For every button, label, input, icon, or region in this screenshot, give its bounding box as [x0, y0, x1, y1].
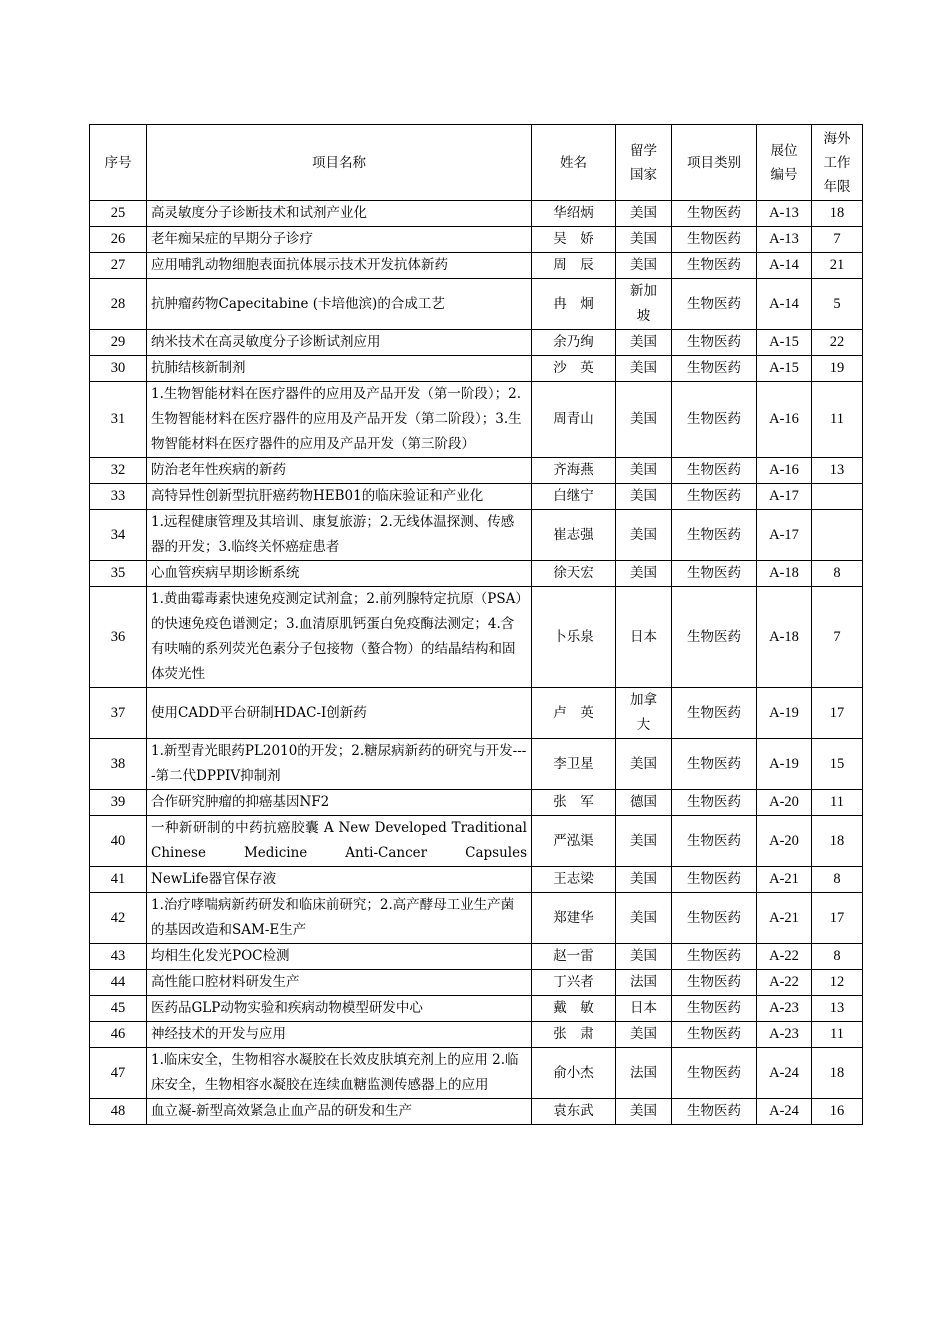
cell-booth: A-23 [757, 996, 812, 1022]
cell-project: 纳米技术在高灵敏度分子诊断试剂应用 [147, 330, 532, 356]
cell-project: 合作研究肿瘤的抑癌基因NF2 [147, 790, 532, 816]
cell-name: 戴 敏 [532, 996, 616, 1022]
cell-name: 吴 娇 [532, 227, 616, 253]
cell-no: 26 [90, 227, 147, 253]
cell-no: 42 [90, 893, 147, 944]
cell-category: 生物医药 [672, 201, 757, 227]
cell-name: 沙 英 [532, 356, 616, 382]
cell-category: 生物医药 [672, 1048, 757, 1099]
cell-project: 高灵敏度分子诊断技术和试剂产业化 [147, 201, 532, 227]
cell-no: 45 [90, 996, 147, 1022]
cell-no: 48 [90, 1099, 147, 1125]
table-row [90, 201, 863, 227]
cell-project: 老年痴呆症的早期分子诊疗 [147, 227, 532, 253]
header-years: 海外工作年限 [812, 125, 863, 201]
cell-country: 法国 [616, 1048, 672, 1099]
cell-booth: A-22 [757, 970, 812, 996]
cell-name: 卢 英 [532, 688, 616, 739]
table-row [90, 561, 863, 587]
cell-project: 1.远程健康管理及其培训、康复旅游；2.无线体温探测、传感器的开发；3.临终关怀癌症患者 [147, 510, 532, 561]
cell-years: 21 [812, 253, 863, 279]
cell-country: 美国 [616, 201, 672, 227]
cell-country: 美国 [616, 561, 672, 587]
cell-booth: A-24 [757, 1099, 812, 1125]
cell-project: NewLife器官保存液 [147, 867, 532, 893]
cell-booth: A-18 [757, 561, 812, 587]
table-row [90, 867, 863, 893]
cell-country: 美国 [616, 330, 672, 356]
cell-project: 应用哺乳动物细胞表面抗体展示技术开发抗体新药 [147, 253, 532, 279]
table-row [90, 739, 863, 790]
cell-country: 美国 [616, 356, 672, 382]
cell-category: 生物医药 [672, 253, 757, 279]
cell-name: 郑建华 [532, 893, 616, 944]
header-booth: 展位编号 [757, 125, 812, 201]
cell-years: 16 [812, 1099, 863, 1125]
cell-years: 17 [812, 688, 863, 739]
table-row [90, 227, 863, 253]
cell-country: 德国 [616, 790, 672, 816]
cell-country: 美国 [616, 816, 672, 867]
cell-country: 日本 [616, 996, 672, 1022]
cell-years: 19 [812, 356, 863, 382]
table-row [90, 1099, 863, 1125]
cell-no: 33 [90, 484, 147, 510]
table-row [90, 458, 863, 484]
cell-booth: A-15 [757, 356, 812, 382]
table-row [90, 382, 863, 458]
cell-project: 使用CADD平台研制HDAC-I创新药 [147, 688, 532, 739]
cell-category: 生物医药 [672, 790, 757, 816]
cell-booth: A-14 [757, 253, 812, 279]
cell-category: 生物医药 [672, 1099, 757, 1125]
cell-name: 王志梁 [532, 867, 616, 893]
cell-booth: A-19 [757, 739, 812, 790]
cell-booth: A-17 [757, 484, 812, 510]
cell-project: 心血管疾病早期诊断系统 [147, 561, 532, 587]
cell-name: 周 辰 [532, 253, 616, 279]
cell-years [812, 510, 863, 561]
cell-name: 周青山 [532, 382, 616, 458]
cell-category: 生物医药 [672, 382, 757, 458]
cell-years: 8 [812, 944, 863, 970]
cell-years: 17 [812, 893, 863, 944]
cell-country: 美国 [616, 253, 672, 279]
cell-no: 46 [90, 1022, 147, 1048]
cell-country: 法国 [616, 970, 672, 996]
cell-category: 生物医药 [672, 944, 757, 970]
cell-country: 新加坡 [616, 279, 672, 330]
project-table [89, 124, 863, 1125]
cell-country: 加拿大 [616, 688, 672, 739]
cell-name: 张 军 [532, 790, 616, 816]
cell-name: 余乃绚 [532, 330, 616, 356]
cell-years: 5 [812, 279, 863, 330]
cell-name: 丁兴者 [532, 970, 616, 996]
cell-booth: A-17 [757, 510, 812, 561]
table-row [90, 893, 863, 944]
cell-no: 31 [90, 382, 147, 458]
cell-country: 美国 [616, 1099, 672, 1125]
cell-name: 李卫星 [532, 739, 616, 790]
cell-years: 22 [812, 330, 863, 356]
table-row [90, 330, 863, 356]
cell-country: 美国 [616, 1022, 672, 1048]
cell-category: 生物医药 [672, 356, 757, 382]
cell-years: 8 [812, 867, 863, 893]
cell-category: 生物医药 [672, 561, 757, 587]
cell-country: 美国 [616, 382, 672, 458]
cell-project: 1.新型青光眼药PL2010的开发；2.糖尿病新药的研究与开发----第二代DPPIV抑制剂 [147, 739, 532, 790]
cell-name: 齐海燕 [532, 458, 616, 484]
cell-project: 1.黄曲霉毒素快速免疫测定试剂盒；2.前列腺特定抗原（PSA）的快速免疫色谱测定；3.血清原肌钙蛋白免疫酶法测定；4.含有呋喃的系列荧光色素分子包接物（螯合物）的结晶结构和固体荧光性 [147, 587, 532, 688]
cell-category: 生物医药 [672, 484, 757, 510]
cell-category: 生物医药 [672, 688, 757, 739]
cell-years: 8 [812, 561, 863, 587]
table-row [90, 587, 863, 688]
header-row [90, 125, 863, 201]
cell-no: 39 [90, 790, 147, 816]
header-category: 项目类别 [672, 125, 757, 201]
cell-booth: A-18 [757, 587, 812, 688]
cell-name: 徐天宏 [532, 561, 616, 587]
cell-booth: A-20 [757, 790, 812, 816]
cell-name: 白继宁 [532, 484, 616, 510]
cell-years: 18 [812, 201, 863, 227]
cell-no: 27 [90, 253, 147, 279]
cell-name: 赵一雷 [532, 944, 616, 970]
cell-years [812, 484, 863, 510]
cell-no: 25 [90, 201, 147, 227]
cell-booth: A-19 [757, 688, 812, 739]
cell-name: 严泓渠 [532, 816, 616, 867]
cell-project: 一种新研制的中药抗癌胶囊 A New Developed Traditional Chinese Medicine Anti-Cancer Capsules [147, 816, 532, 867]
cell-booth: A-20 [757, 816, 812, 867]
header-no: 序号 [90, 125, 147, 201]
header-country: 留学国家 [616, 125, 672, 201]
cell-name: 袁东武 [532, 1099, 616, 1125]
cell-category: 生物医药 [672, 227, 757, 253]
cell-years: 11 [812, 1022, 863, 1048]
cell-no: 36 [90, 587, 147, 688]
cell-no: 38 [90, 739, 147, 790]
cell-booth: A-14 [757, 279, 812, 330]
cell-country: 美国 [616, 484, 672, 510]
cell-years: 13 [812, 458, 863, 484]
cell-category: 生物医药 [672, 867, 757, 893]
cell-name: 俞小杰 [532, 1048, 616, 1099]
header-name: 姓名 [532, 125, 616, 201]
cell-project: 1.治疗哮喘病新药研发和临床前研究；2.高产酵母工业生产菌的基因改造和SAM-E生产 [147, 893, 532, 944]
table-body [90, 201, 863, 1125]
table-row [90, 944, 863, 970]
table-row [90, 1022, 863, 1048]
cell-category: 生物医药 [672, 587, 757, 688]
cell-country: 美国 [616, 458, 672, 484]
cell-years: 18 [812, 1048, 863, 1099]
cell-project: 血立凝-新型高效紧急止血产品的研发和生产 [147, 1099, 532, 1125]
cell-booth: A-24 [757, 1048, 812, 1099]
cell-name: 华绍炳 [532, 201, 616, 227]
cell-years: 13 [812, 996, 863, 1022]
cell-booth: A-13 [757, 201, 812, 227]
cell-category: 生物医药 [672, 510, 757, 561]
cell-country: 美国 [616, 867, 672, 893]
table-row [90, 816, 863, 867]
cell-country: 美国 [616, 227, 672, 253]
cell-project: 均相生化发光POC检测 [147, 944, 532, 970]
cell-booth: A-23 [757, 1022, 812, 1048]
cell-category: 生物医药 [672, 1022, 757, 1048]
cell-no: 32 [90, 458, 147, 484]
cell-project: 高性能口腔材料研发生产 [147, 970, 532, 996]
table-row [90, 790, 863, 816]
table-row [90, 970, 863, 996]
cell-project: 防治老年性疾病的新药 [147, 458, 532, 484]
cell-booth: A-16 [757, 458, 812, 484]
cell-country: 日本 [616, 587, 672, 688]
table-row [90, 688, 863, 739]
cell-name: 冉 炯 [532, 279, 616, 330]
cell-booth: A-21 [757, 867, 812, 893]
cell-category: 生物医药 [672, 996, 757, 1022]
cell-project: 神经技术的开发与应用 [147, 1022, 532, 1048]
cell-booth: A-21 [757, 893, 812, 944]
cell-no: 43 [90, 944, 147, 970]
cell-project: 抗肺结核新制剂 [147, 356, 532, 382]
cell-years: 12 [812, 970, 863, 996]
cell-category: 生物医药 [672, 816, 757, 867]
cell-category: 生物医药 [672, 739, 757, 790]
header-project: 项目名称 [147, 125, 532, 201]
cell-no: 41 [90, 867, 147, 893]
cell-no: 30 [90, 356, 147, 382]
cell-project: 1.临床安全，生物相容水凝胶在长效皮肤填充剂上的应用 2.临床安全，生物相容水凝胶在连续血糖监测传感器上的应用 [147, 1048, 532, 1099]
cell-booth: A-22 [757, 944, 812, 970]
table-row [90, 253, 863, 279]
cell-years: 7 [812, 587, 863, 688]
cell-years: 7 [812, 227, 863, 253]
cell-years: 18 [812, 816, 863, 867]
cell-no: 47 [90, 1048, 147, 1099]
table-row [90, 484, 863, 510]
cell-project: 1.生物智能材料在医疗器件的应用及产品开发（第一阶段）；2.生物智能材料在医疗器件的应用及产品开发（第二阶段）；3.生物智能材料在医疗器件的应用及产品开发（第三阶段） [147, 382, 532, 458]
cell-category: 生物医药 [672, 458, 757, 484]
cell-booth: A-16 [757, 382, 812, 458]
cell-years: 11 [812, 790, 863, 816]
cell-no: 29 [90, 330, 147, 356]
cell-category: 生物医药 [672, 893, 757, 944]
cell-project: 医药品GLP动物实验和疾病动物模型研发中心 [147, 996, 532, 1022]
cell-country: 美国 [616, 893, 672, 944]
cell-no: 35 [90, 561, 147, 587]
cell-no: 44 [90, 970, 147, 996]
cell-no: 34 [90, 510, 147, 561]
cell-name: 卜乐泉 [532, 587, 616, 688]
table-row [90, 356, 863, 382]
cell-name: 张 肃 [532, 1022, 616, 1048]
cell-category: 生物医药 [672, 279, 757, 330]
cell-no: 40 [90, 816, 147, 867]
cell-category: 生物医药 [672, 970, 757, 996]
cell-no: 28 [90, 279, 147, 330]
table-row [90, 996, 863, 1022]
cell-country: 美国 [616, 510, 672, 561]
cell-project: 抗肿瘤药物Capecitabine (卡培他滨)的合成工艺 [147, 279, 532, 330]
table-row [90, 279, 863, 330]
cell-project: 高特异性创新型抗肝癌药物HEB01的临床验证和产业化 [147, 484, 532, 510]
cell-years: 11 [812, 382, 863, 458]
table-row [90, 510, 863, 561]
cell-years: 15 [812, 739, 863, 790]
cell-country: 美国 [616, 944, 672, 970]
cell-name: 崔志强 [532, 510, 616, 561]
cell-no: 37 [90, 688, 147, 739]
cell-category: 生物医药 [672, 330, 757, 356]
cell-booth: A-13 [757, 227, 812, 253]
cell-booth: A-15 [757, 330, 812, 356]
cell-country: 美国 [616, 739, 672, 790]
table-row [90, 1048, 863, 1099]
